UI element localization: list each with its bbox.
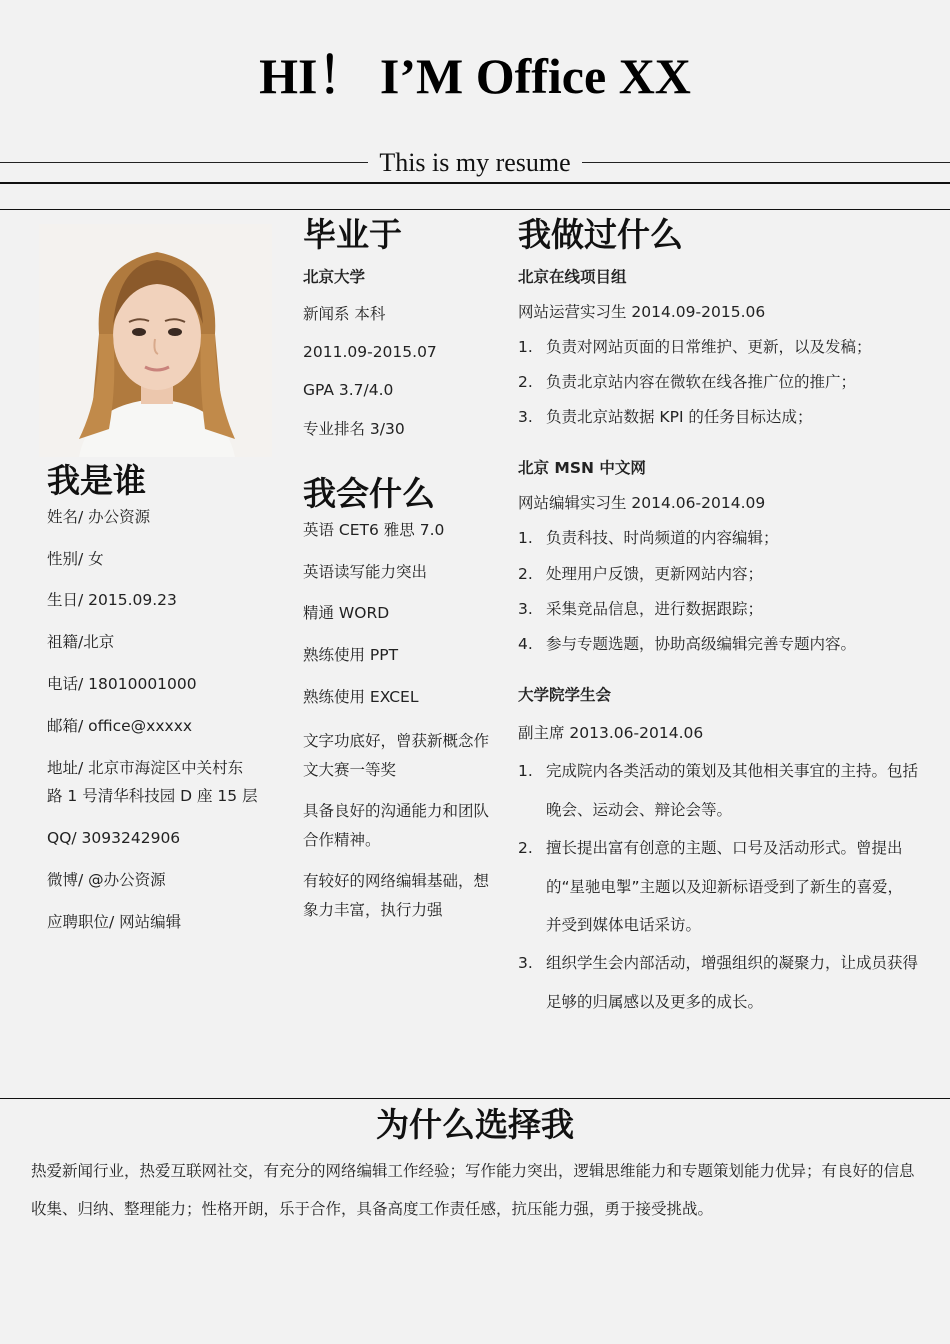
duty-text: 参与专题选题，协助高级编辑完善专题内容。 bbox=[546, 635, 857, 653]
portrait-illustration bbox=[39, 224, 272, 457]
duty-text: 擅长提出富有创意的主题、口号及活动形式。曾提出的“星驰电掣”主题以及迎新标语受到了新生的喜爱，并受到媒体电话采访。 bbox=[546, 839, 904, 934]
profile-qq: QQ/ 3093242906 bbox=[47, 829, 181, 847]
skill-english-cert: 英语 CET6 雅思 7.0 bbox=[303, 521, 445, 539]
skill-excel: 熟练使用 EXCEL bbox=[303, 688, 419, 706]
profile-heading: 我是谁 bbox=[47, 461, 146, 500]
duty-number: 2. bbox=[518, 373, 533, 391]
profile-gender: 性别/ 女 bbox=[47, 550, 104, 568]
skill-ppt: 熟练使用 PPT bbox=[303, 646, 399, 664]
header-divider-thin bbox=[0, 209, 950, 210]
duty-number: 1. bbox=[518, 529, 533, 547]
education-school: 北京大学 bbox=[303, 268, 366, 286]
duty-number: 3. bbox=[518, 600, 533, 618]
skill-word: 精通 WORD bbox=[303, 604, 390, 622]
experience-heading: 我做过什么 bbox=[518, 215, 683, 254]
job-1-org: 北京在线项目组 bbox=[518, 268, 627, 286]
duty-text: 负责对网站页面的日常维护、更新，以及发稿； bbox=[546, 338, 872, 356]
resume-title: HI！ I’M Office XX bbox=[259, 48, 691, 104]
skill-editing: 有较好的网络编辑基础，想象力丰富，执行力强 bbox=[303, 872, 490, 919]
duty-number: 3. bbox=[518, 954, 533, 972]
resume-subtitle: This is my resume bbox=[379, 148, 571, 177]
profile-photo bbox=[39, 224, 272, 457]
duty-number: 1. bbox=[518, 338, 533, 356]
subtitle-row bbox=[0, 148, 950, 178]
duty-text: 完成院内各类活动的策划及其他相关事宜的主持。包括晚会、运动会、辩论会等。 bbox=[546, 762, 919, 819]
duty-number: 1. bbox=[518, 762, 533, 780]
job-3-role: 副主席 2013.06-2014.06 bbox=[518, 724, 704, 742]
why-me-text: 热爱新闻行业，热爱互联网社交，有充分的网络编辑工作经验；写作能力突出，逻辑思维能力和专题策划能力优异；有良好的信息收集、归纳、整理能力；性格开朗，乐于合作，具备高度工作责任感，抗压能力强，勇于接受挑战。 bbox=[31, 1162, 915, 1218]
duty-text: 负责北京站数据 KPI 的任务目标达成； bbox=[546, 408, 813, 426]
education-dates: 2011.09-2015.07 bbox=[303, 343, 437, 361]
skill-writing: 文字功底好，曾获新概念作文大赛一等奖 bbox=[303, 732, 490, 779]
duty-number: 3. bbox=[518, 408, 533, 426]
profile-address-line2: 路 1 号清华科技园 D 座 15 层 bbox=[47, 787, 258, 805]
job-2-org: 北京 MSN 中文网 bbox=[518, 459, 646, 477]
job-1-role: 网站运营实习生 2014.09-2015.06 bbox=[518, 303, 766, 321]
why-me-heading: 为什么选择我 bbox=[376, 1105, 574, 1144]
duty-text: 处理用户反馈，更新网站内容； bbox=[546, 565, 764, 583]
education-heading: 毕业于 bbox=[303, 215, 402, 254]
profile-position: 应聘职位/ 网站编辑 bbox=[47, 913, 182, 931]
profile-phone: 电话/ 18010001000 bbox=[47, 675, 197, 693]
profile-address-line1: 地址/ 北京市海淀区中关村东 bbox=[47, 759, 244, 777]
header-divider-thick bbox=[0, 182, 950, 184]
duty-text: 组织学生会内部活动，增强组织的凝聚力，让成员获得足够的归属感以及更多的成长。 bbox=[546, 954, 919, 1011]
profile-email: 邮箱/ office@xxxxx bbox=[47, 717, 193, 735]
bottom-divider bbox=[0, 1098, 950, 1099]
duty-text: 采集竞品信息，进行数据跟踪； bbox=[546, 600, 764, 618]
duty-number: 2. bbox=[518, 565, 533, 583]
profile-weibo: 微博/ @办公资源 bbox=[47, 871, 166, 889]
profile-hometown: 祖籍/北京 bbox=[47, 633, 115, 651]
duty-text: 负责北京站内容在微软在线各推广位的推广； bbox=[546, 373, 857, 391]
education-major: 新闻系 本科 bbox=[303, 305, 386, 323]
skills-heading: 我会什么 bbox=[303, 474, 435, 513]
skill-english-rw: 英语读写能力突出 bbox=[303, 563, 428, 581]
job-3-org: 大学院学生会 bbox=[518, 686, 612, 704]
skill-communication: 具备良好的沟通能力和团队合作精神。 bbox=[303, 802, 490, 849]
duty-number: 4. bbox=[518, 635, 533, 653]
duty-text: 负责科技、时尚频道的内容编辑； bbox=[546, 529, 779, 547]
duty-number: 2. bbox=[518, 839, 533, 857]
profile-name: 姓名/ 办公资源 bbox=[47, 508, 151, 526]
education-gpa: GPA 3.7/4.0 bbox=[303, 381, 394, 399]
education-rank: 专业排名 3/30 bbox=[303, 420, 405, 438]
profile-birthday: 生日/ 2015.09.23 bbox=[47, 591, 177, 609]
job-2-role: 网站编辑实习生 2014.06-2014.09 bbox=[518, 494, 766, 512]
